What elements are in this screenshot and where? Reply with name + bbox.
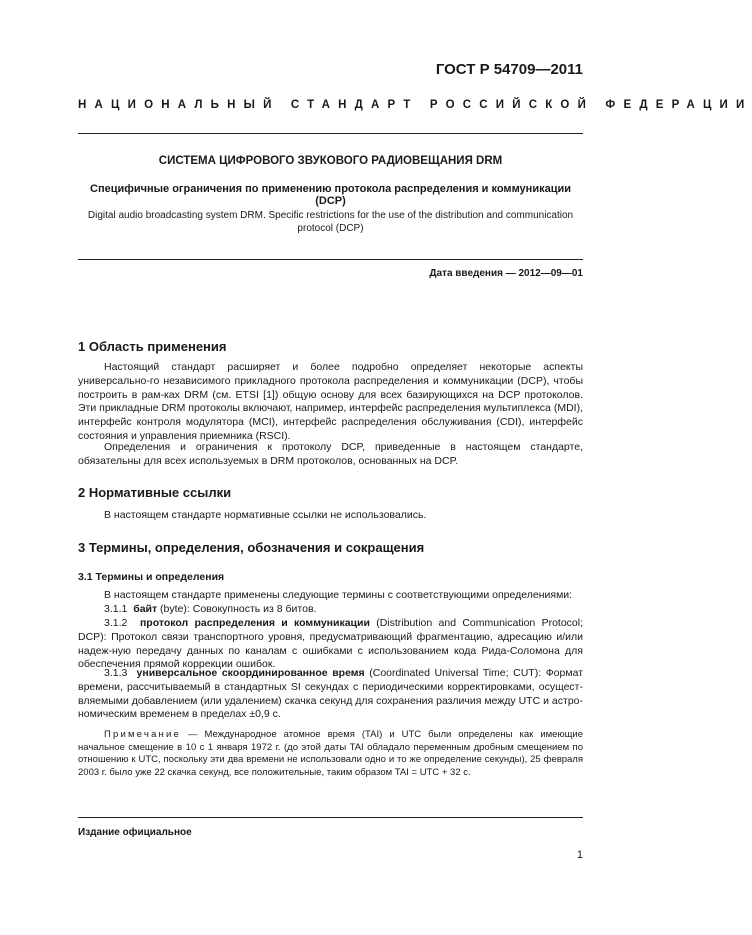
section-1-paragraph-2: Определения и ограничения к протоколу DCP, приведенные в настоящем стандарте, обязательны для всех используемых в DRM протоколов, основанных на DCP. bbox=[78, 441, 583, 467]
section-1-paragraph-1: Настоящий стандарт расширяет и более подробно определяет некоторые аспекты универсально-го независимого прикладного протокола распределения и коммуникации (DCP), чтобы построить в рам-ках DRM (см. ETSI [1]) общую основу для всех базирующихся на DCP протоколов. Эти прикладные DRM протоколы включают, например, интерфейс распределения мультиплекса (MDI), интерфейс контроля модулятора (MCI), интерфейс распределения обслуживания (CDI), интерфейс состояния и управления приемника (RSCI). bbox=[78, 361, 583, 442]
term-definition: (byte): Совокупность из 8 битов. bbox=[157, 603, 317, 615]
footer-divider bbox=[78, 817, 583, 818]
term-byte bbox=[78, 603, 583, 617]
term-definition: (Distribution and Communication Protocol; DCP): Протокол связи транспортного уровня, предусматривающий фрагментацию, адресацию и/или надеж-ную передачу данных по каналам с ошибками с использованием кода Рида-Соломона для обеспечения прямой коррекции ошибок. bbox=[78, 617, 584, 671]
note-text: — Международное атомное время (TAI) и UTC были определены как имеющие начальное смещение в 10 с 1 января 1972 г. (до этой даты TAI обладало переменным дробным смещением по отношению к UTC, поскольку эти два времени не использовали одно и то же определение секунды), 25 февраля 2003 г. было уже 22 скачка секунд, все положительные, таким образом TAI = UTC + 32 с. bbox=[78, 729, 583, 778]
official-edition-label: Издание официальное bbox=[78, 827, 192, 838]
document-title: СИСТЕМА ЦИФРОВОГО ЗВУКОВОГО РАДИОВЕЩАНИЯ DRM bbox=[158, 155, 503, 167]
page-number: 1 bbox=[576, 849, 583, 861]
document-subtitle: Специфичные ограничения по применению протокола распределения и коммуникации (DCP) bbox=[90, 183, 571, 207]
top-divider bbox=[78, 133, 583, 134]
term-utc bbox=[78, 667, 583, 722]
section-3-heading: 3 Термины, определения, обозначения и сокращения bbox=[78, 540, 425, 555]
national-standard-label: НАЦИОНАЛЬНЫЙ СТАНДАРТ РОССИЙСКОЙ ФЕДЕРАЦИИ bbox=[78, 99, 752, 111]
term-name: универсальное скоординированное время bbox=[136, 667, 365, 679]
terms-intro: В настоящем стандарте применены следующие термины с соответствующими определениями: bbox=[104, 589, 573, 601]
section-3-1-heading: 3.1 Термины и определения bbox=[78, 571, 225, 583]
note-label: Примечание bbox=[104, 729, 181, 740]
section-1-heading: 1 Область применения bbox=[78, 339, 227, 354]
title-divider bbox=[78, 259, 583, 260]
term-name: байт bbox=[133, 603, 158, 615]
term-name: протокол распределения и коммуникации bbox=[139, 617, 370, 629]
term-definition: (Coordinated Universal Time; CUT): Формат времени, рассчитываемый в стандартных SI секундах с периодическими корректировками, осущест-вляемыми добавлением (или удалением) скачка секунд для сохранения различия между UTC и астро-номическим временем в пределах ±0,9 с. bbox=[78, 667, 584, 721]
term-number: 3.1.1 bbox=[104, 603, 128, 615]
section-2-heading: 2 Нормативные ссылки bbox=[78, 485, 232, 500]
term-number: 3.1.2 bbox=[104, 617, 128, 629]
standard-code: ГОСТ Р 54709—2011 bbox=[435, 61, 583, 78]
introduction-date: Дата введения — 2012—09—01 bbox=[429, 268, 583, 279]
term-dcp bbox=[78, 617, 583, 672]
section-2-paragraph: В настоящем стандарте нормативные ссылки не использовались. bbox=[104, 509, 427, 521]
term-number: 3.1.3 bbox=[104, 667, 128, 679]
note-paragraph bbox=[78, 729, 583, 779]
document-title-english: Digital audio broadcasting system DRM. Specific restrictions for the use of the distribution and communication protocol (DCP) bbox=[87, 210, 574, 234]
